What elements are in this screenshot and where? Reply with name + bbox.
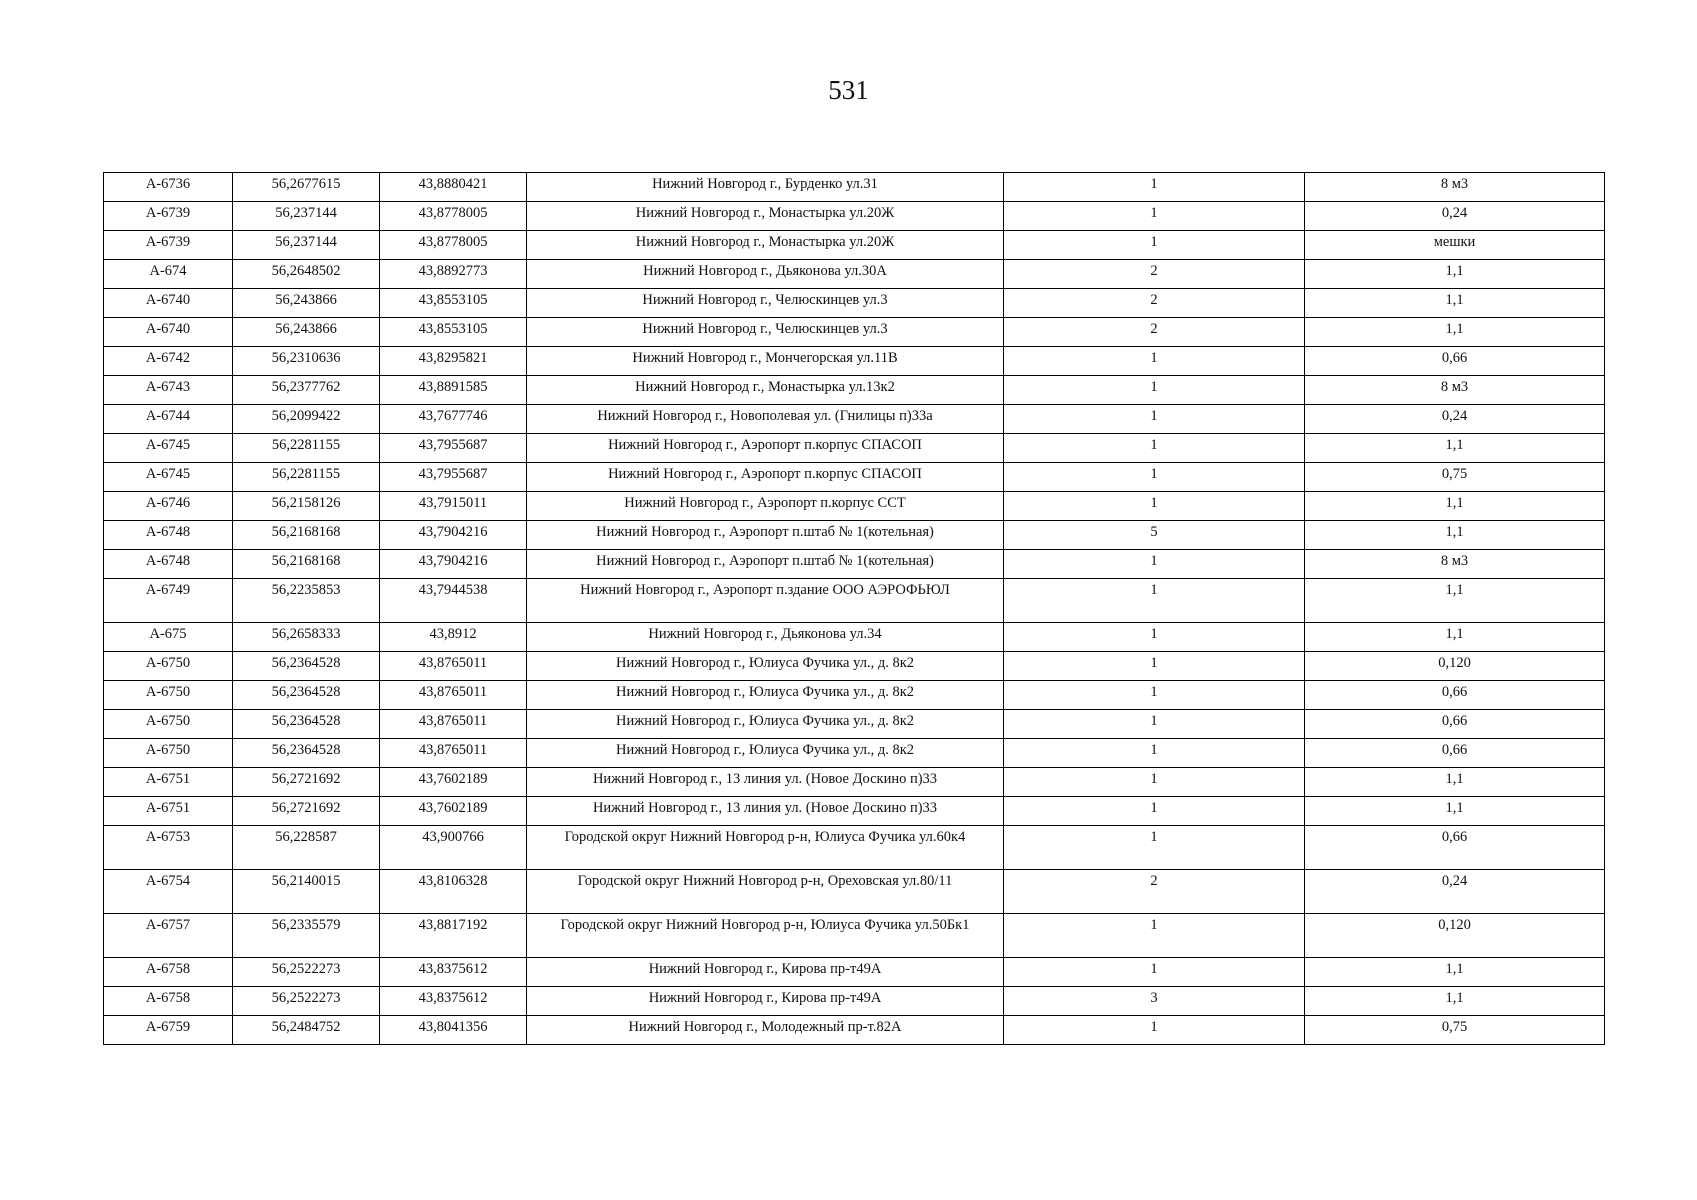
table-row [104,768,1605,797]
table-row [104,681,1605,710]
cell-latitude: 56,2281155 [233,434,380,463]
cell-longitude: 43,8553105 [380,289,527,318]
table-row [104,870,1605,914]
cell-container-count: 1 [1004,826,1305,870]
cell-longitude: 43,8375612 [380,987,527,1016]
cell-address: Нижний Новгород г., Молодежный пр-т.82А [527,1016,1004,1045]
cell-address: Нижний Новгород г., Бурденко ул.31 [527,173,1004,202]
cell-latitude: 56,2677615 [233,173,380,202]
cell-container-volume: 1,1 [1305,623,1605,652]
cell-address: Нижний Новгород г., 13 линия ул. (Новое Доскино п)33 [527,797,1004,826]
cell-site-id: А-6746 [104,492,233,521]
cell-latitude: 56,2140015 [233,870,380,914]
cell-container-volume: 0,24 [1305,202,1605,231]
cell-latitude: 56,2377762 [233,376,380,405]
table-row [104,739,1605,768]
cell-latitude: 56,2484752 [233,1016,380,1045]
cell-longitude: 43,8778005 [380,202,527,231]
cell-latitude: 56,2658333 [233,623,380,652]
cell-site-id: А-6739 [104,231,233,260]
cell-site-id: А-6758 [104,987,233,1016]
cell-container-volume: 1,1 [1305,987,1605,1016]
cell-address: Нижний Новгород г., Челюскинцев ул.3 [527,289,1004,318]
cell-container-count: 1 [1004,768,1305,797]
container-sites-table [103,172,1605,1045]
cell-address: Нижний Новгород г., Аэропорт п.корпус СПАСОП [527,434,1004,463]
cell-site-id: А-6749 [104,579,233,623]
cell-container-volume: 1,1 [1305,318,1605,347]
cell-address: Нижний Новгород г., Кирова пр-т49А [527,987,1004,1016]
cell-address: Нижний Новгород г., Юлиуса Фучика ул., д. 8к2 [527,710,1004,739]
table-row [104,347,1605,376]
cell-site-id: А-6754 [104,870,233,914]
cell-site-id: А-6759 [104,1016,233,1045]
cell-container-volume: 1,1 [1305,492,1605,521]
cell-latitude: 56,2235853 [233,579,380,623]
table-row [104,376,1605,405]
table-row [104,492,1605,521]
cell-container-count: 1 [1004,347,1305,376]
table-row [104,1016,1605,1045]
cell-longitude: 43,7915011 [380,492,527,521]
cell-container-volume: 1,1 [1305,260,1605,289]
table-row [104,434,1605,463]
cell-container-count: 2 [1004,260,1305,289]
cell-longitude: 43,8891585 [380,376,527,405]
cell-container-count: 1 [1004,958,1305,987]
cell-site-id: А-6758 [104,958,233,987]
cell-site-id: А-6750 [104,652,233,681]
cell-container-count: 1 [1004,623,1305,652]
table-row [104,405,1605,434]
cell-address: Нижний Новгород г., Монастырка ул.20Ж [527,202,1004,231]
table-row [104,987,1605,1016]
cell-site-id: А-6744 [104,405,233,434]
table-row [104,550,1605,579]
cell-latitude: 56,243866 [233,318,380,347]
cell-container-count: 1 [1004,376,1305,405]
table-row [104,652,1605,681]
cell-container-volume: 0,24 [1305,405,1605,434]
cell-container-count: 1 [1004,405,1305,434]
cell-container-volume: 0,66 [1305,681,1605,710]
cell-latitude: 56,2099422 [233,405,380,434]
cell-container-count: 1 [1004,914,1305,958]
table-row [104,623,1605,652]
cell-container-volume: 0,66 [1305,710,1605,739]
cell-longitude: 43,7602189 [380,768,527,797]
cell-container-count: 1 [1004,681,1305,710]
table-row [104,710,1605,739]
cell-longitude: 43,8765011 [380,652,527,681]
cell-container-count: 1 [1004,739,1305,768]
cell-site-id: А-6750 [104,710,233,739]
cell-latitude: 56,243866 [233,289,380,318]
table-row [104,202,1605,231]
table-body [104,173,1605,1045]
table-row [104,914,1605,958]
cell-address: Нижний Новгород г., Аэропорт п.штаб № 1(котельная) [527,550,1004,579]
cell-container-count: 1 [1004,550,1305,579]
cell-container-count: 1 [1004,797,1305,826]
cell-container-volume: 0,66 [1305,826,1605,870]
cell-longitude: 43,8778005 [380,231,527,260]
cell-address: Нижний Новгород г., Челюскинцев ул.3 [527,318,1004,347]
cell-container-count: 1 [1004,173,1305,202]
cell-latitude: 56,2364528 [233,739,380,768]
cell-longitude: 43,8892773 [380,260,527,289]
cell-longitude: 43,8880421 [380,173,527,202]
cell-address: Нижний Новгород г., Новополевая ул. (Гнилицы п)33а [527,405,1004,434]
cell-container-volume: 1,1 [1305,434,1605,463]
cell-address: Городской округ Нижний Новгород р-н, Ореховская ул.80/11 [527,870,1004,914]
cell-latitude: 56,2364528 [233,710,380,739]
cell-latitude: 56,2158126 [233,492,380,521]
cell-site-id: А-675 [104,623,233,652]
cell-address: Нижний Новгород г., Аэропорт п.штаб № 1(котельная) [527,521,1004,550]
cell-container-volume: 8 м3 [1305,376,1605,405]
cell-site-id: А-6751 [104,797,233,826]
cell-site-id: А-6757 [104,914,233,958]
cell-longitude: 43,7602189 [380,797,527,826]
cell-latitude: 56,2522273 [233,987,380,1016]
cell-container-volume: 1,1 [1305,958,1605,987]
cell-container-volume: 0,120 [1305,652,1605,681]
cell-container-count: 2 [1004,318,1305,347]
cell-address: Нижний Новгород г., Юлиуса Фучика ул., д. 8к2 [527,652,1004,681]
cell-latitude: 56,2364528 [233,681,380,710]
cell-container-count: 1 [1004,231,1305,260]
table-row [104,318,1605,347]
cell-latitude: 56,2310636 [233,347,380,376]
cell-latitude: 56,2168168 [233,550,380,579]
cell-site-id: А-6753 [104,826,233,870]
cell-container-volume: 0,24 [1305,870,1605,914]
cell-container-count: 3 [1004,987,1305,1016]
table-row [104,463,1605,492]
cell-latitude: 56,237144 [233,202,380,231]
cell-latitude: 56,2281155 [233,463,380,492]
cell-site-id: А-6751 [104,768,233,797]
cell-address: Нижний Новгород г., Дьяконова ул.34 [527,623,1004,652]
table-row [104,579,1605,623]
cell-container-volume: 1,1 [1305,289,1605,318]
cell-container-volume: 1,1 [1305,521,1605,550]
cell-container-volume: 0,75 [1305,1016,1605,1045]
cell-longitude: 43,7955687 [380,434,527,463]
cell-site-id: А-6745 [104,434,233,463]
table-row [104,826,1605,870]
cell-container-volume: 8 м3 [1305,550,1605,579]
cell-site-id: А-6742 [104,347,233,376]
cell-container-volume: 8 м3 [1305,173,1605,202]
cell-longitude: 43,7944538 [380,579,527,623]
cell-container-count: 1 [1004,492,1305,521]
cell-container-count: 1 [1004,1016,1305,1045]
cell-address: Нижний Новгород г., Аэропорт п.здание ООО АЭРОФЬЮЛ [527,579,1004,623]
cell-latitude: 56,2648502 [233,260,380,289]
cell-container-volume: 0,75 [1305,463,1605,492]
cell-site-id: А-6743 [104,376,233,405]
cell-site-id: А-6750 [104,681,233,710]
table-row [104,231,1605,260]
cell-longitude: 43,8106328 [380,870,527,914]
cell-container-count: 5 [1004,521,1305,550]
cell-address: Нижний Новгород г., Дьяконова ул.30А [527,260,1004,289]
cell-address: Нижний Новгород г., Аэропорт п.корпус СПАСОП [527,463,1004,492]
cell-longitude: 43,8041356 [380,1016,527,1045]
cell-longitude: 43,7677746 [380,405,527,434]
cell-address: Нижний Новгород г., Мончегорская ул.11В [527,347,1004,376]
cell-longitude: 43,8765011 [380,681,527,710]
cell-address: Нижний Новгород г., Юлиуса Фучика ул., д. 8к2 [527,681,1004,710]
cell-longitude: 43,8295821 [380,347,527,376]
cell-site-id: А-6750 [104,739,233,768]
cell-site-id: А-6740 [104,289,233,318]
table-row [104,958,1605,987]
cell-longitude: 43,8553105 [380,318,527,347]
cell-address: Нижний Новгород г., Юлиуса Фучика ул., д. 8к2 [527,739,1004,768]
cell-latitude: 56,228587 [233,826,380,870]
cell-longitude: 43,8765011 [380,710,527,739]
cell-site-id: А-6740 [104,318,233,347]
table-row [104,260,1605,289]
cell-site-id: А-674 [104,260,233,289]
table-row [104,173,1605,202]
cell-latitude: 56,2168168 [233,521,380,550]
cell-container-count: 2 [1004,289,1305,318]
cell-site-id: А-6739 [104,202,233,231]
cell-container-count: 1 [1004,202,1305,231]
cell-container-volume: 0,66 [1305,347,1605,376]
cell-longitude: 43,8817192 [380,914,527,958]
cell-site-id: А-6748 [104,550,233,579]
cell-longitude: 43,7955687 [380,463,527,492]
cell-address: Нижний Новгород г., Монастырка ул.13к2 [527,376,1004,405]
cell-latitude: 56,2522273 [233,958,380,987]
cell-container-volume: 1,1 [1305,797,1605,826]
table-row [104,289,1605,318]
cell-container-volume: 1,1 [1305,579,1605,623]
cell-longitude: 43,8765011 [380,739,527,768]
cell-address: Городской округ Нижний Новгород р-н, Юлиуса Фучика ул.60к4 [527,826,1004,870]
cell-address: Городской округ Нижний Новгород р-н, Юлиуса Фучика ул.50Бк1 [527,914,1004,958]
cell-latitude: 56,2721692 [233,768,380,797]
cell-container-volume: 0,120 [1305,914,1605,958]
cell-site-id: А-6748 [104,521,233,550]
cell-address: Нижний Новгород г., Аэропорт п.корпус ССТ [527,492,1004,521]
cell-container-volume: мешки [1305,231,1605,260]
cell-address: Нижний Новгород г., Кирова пр-т49А [527,958,1004,987]
table-row [104,797,1605,826]
cell-address: Нижний Новгород г., 13 линия ул. (Новое Доскино п)33 [527,768,1004,797]
cell-latitude: 56,2335579 [233,914,380,958]
cell-container-count: 1 [1004,463,1305,492]
cell-latitude: 56,237144 [233,231,380,260]
cell-site-id: А-6736 [104,173,233,202]
cell-address: Нижний Новгород г., Монастырка ул.20Ж [527,231,1004,260]
cell-site-id: А-6745 [104,463,233,492]
cell-container-volume: 0,66 [1305,739,1605,768]
cell-container-count: 1 [1004,710,1305,739]
cell-container-count: 1 [1004,434,1305,463]
cell-container-count: 1 [1004,579,1305,623]
page-number: 531 [828,75,869,105]
cell-latitude: 56,2364528 [233,652,380,681]
cell-container-count: 1 [1004,652,1305,681]
cell-container-count: 2 [1004,870,1305,914]
cell-longitude: 43,7904216 [380,550,527,579]
cell-longitude: 43,900766 [380,826,527,870]
cell-longitude: 43,7904216 [380,521,527,550]
cell-latitude: 56,2721692 [233,797,380,826]
cell-longitude: 43,8912 [380,623,527,652]
table-row [104,521,1605,550]
cell-container-volume: 1,1 [1305,768,1605,797]
cell-longitude: 43,8375612 [380,958,527,987]
